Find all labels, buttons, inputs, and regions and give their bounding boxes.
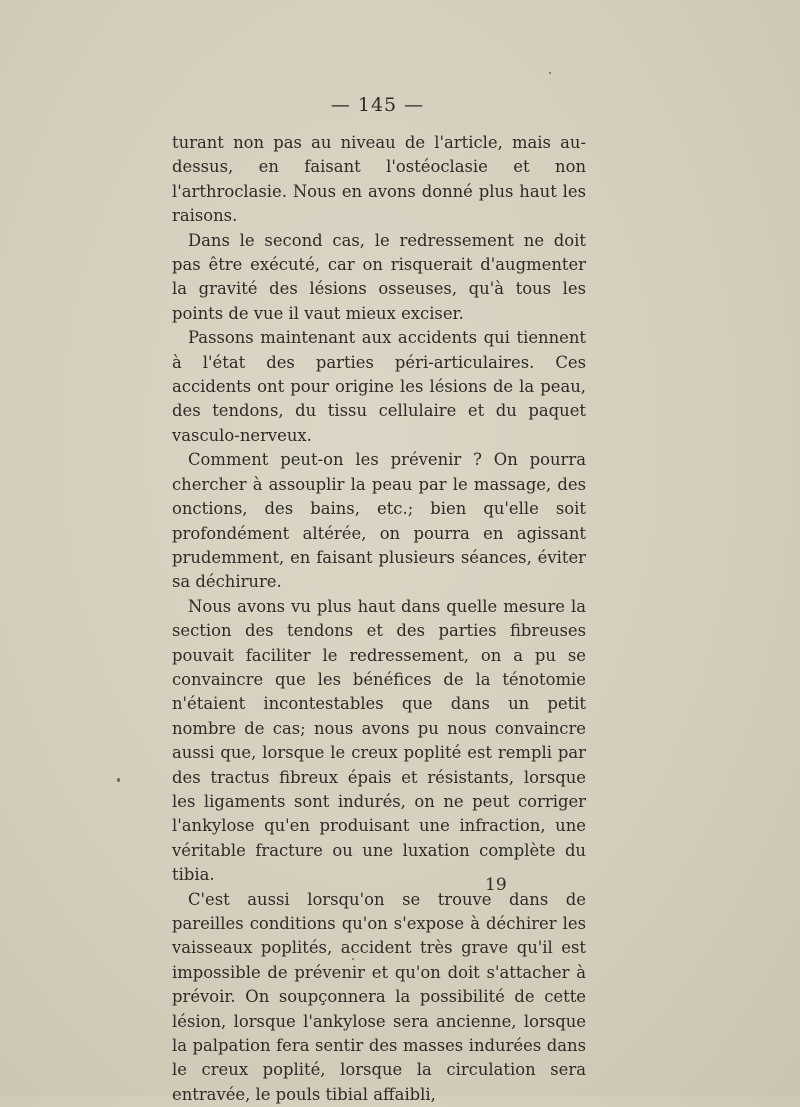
paper-speck [117, 778, 120, 782]
paragraph-2: Dans le second cas, le redressement ne doit pas être exécuté, car on risquerait d'augmenter la gravité des lésions osseuses, qu'à tous les points de vue il vaut mieux exciser. [172, 230, 586, 323]
body-text [172, 131, 586, 1107]
paper-speck [352, 958, 354, 960]
paragraph-1: turant non pas au niveau de l'article, mais au-dessus, en faisant l'ostéoclasie et non l'arthroclasie. Nous en avons donné plus haut les raisons. [172, 133, 586, 226]
page-number: — 145 — [330, 94, 425, 116]
paragraph-4: Comment peut-on les prévenir ? On pourra chercher à assouplir la peau par le massage, des onctions, des bains, etc.; bien qu'elle soit profondément altérée, on pourra en agissant prudemment, en faisant plusieurs séances, éviter sa déchirure. [172, 450, 586, 592]
paragraph-3: Passons maintenant aux accidents qui tiennent à l'état des parties péri-articulaires. Ces accidents ont pour origine les lésions de la peau, des tendons, du tissu cellulaire et du paquet vasculo-nerveux. [172, 328, 586, 445]
paragraph-5: Nous avons vu plus haut dans quelle mesure la section des tendons et des parties fibreuses pouvait faciliter le redressement, on a pu se convaincre que les bénéfices de la ténotomie n'étaient incontestables que dans un petit nombre de cas; nous avons pu nous convaincre aussi que, lorsque le creux poplité est rempli par des tractus fibreux épais et résistants, lorsque les ligaments sont indurés, on ne peut corriger l'ankylose qu'en produisant une infraction, une véritable fracture ou une luxation complète du tibia. [172, 596, 586, 885]
paragraph-6: C'est aussi lorsqu'on se trouve dans de pareilles conditions qu'on s'expose à déchirer les vaisseaux poplités, accident très grave qu'il est impossible de prévenir et qu'on doit s'attacher à prévoir. On soupçonnera la possibilité de cette lésion, lorsque l'ankylose sera ancienne, lorsque la palpation fera sentir des masses indurées dans le creux poplité, lorsque la circulation sera entravée, le pouls tibial affaibli, [172, 889, 586, 1104]
signature-mark: 19 [485, 875, 507, 895]
paper-speck [549, 72, 551, 74]
